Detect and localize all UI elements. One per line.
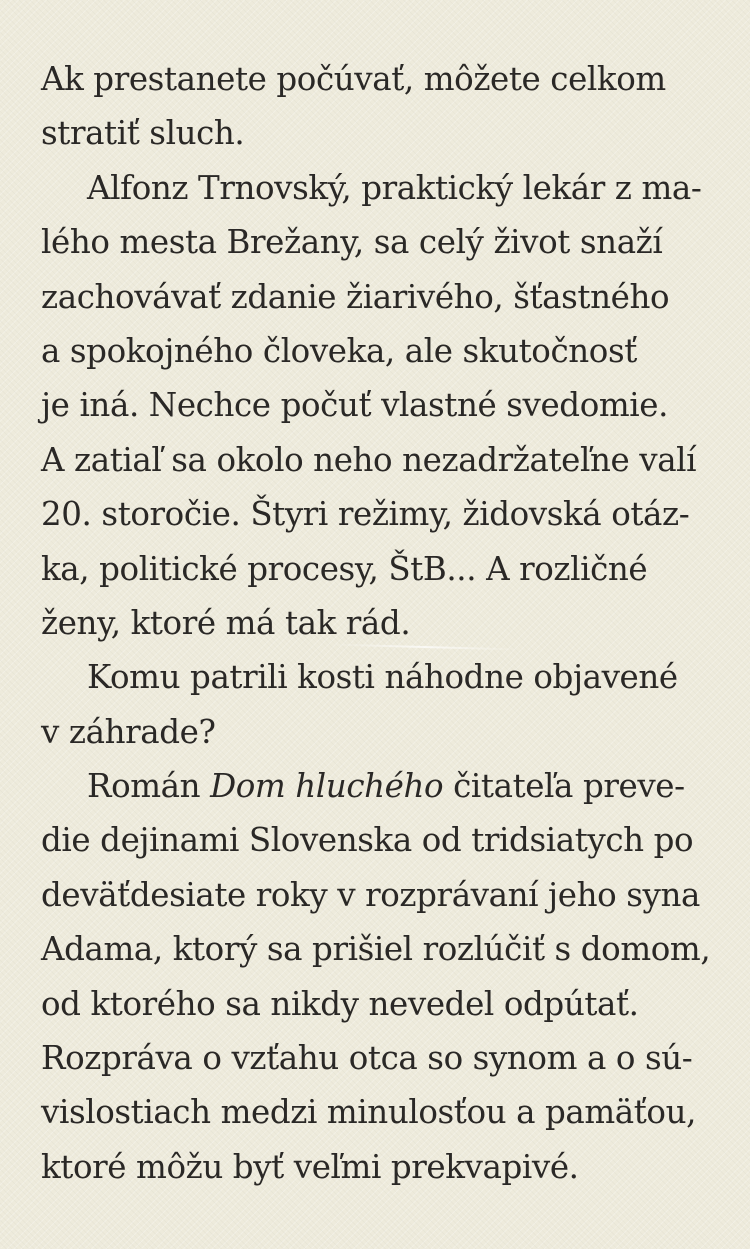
text-line: 20. storočie. Štyri režimy, židovská otáz- [41,495,690,534]
text-line: stratiť sluch. [41,114,245,153]
text-line: ktoré môžu byť veľmi prekvapivé. [41,1147,579,1186]
text-run: čitateľa preve- [443,767,685,806]
text-line: Rozpráva o vzťahu otca so synom a o sú- [41,1039,693,1078]
book-blurb [41,52,731,1194]
text-line: Adama, ktorý sa prišiel rozlúčiť s domom, [41,930,711,969]
book-title: Dom hluchého [210,767,444,806]
text-line: ženy, ktoré má tak rád. [41,603,411,642]
text-line: Ak prestanete počúvať, môžete celkom [41,60,666,98]
text-line: od ktorého sa nikdy nevedel odpútať. [41,984,639,1023]
text-line: je iná. Nechce počuť vlastné svedomie. [41,386,669,425]
text-line: A zatiaľ sa okolo neho nezadržateľne valí [41,440,697,479]
text-line: deväťdesiate roky v rozprávaní jeho syna [41,875,700,914]
text-run: Román [87,767,211,806]
text-line: die dejinami Slovenska od tridsiatych po [41,821,694,860]
text-line: Komu patrili kosti náhodne objavené [87,658,678,697]
text-line [41,759,731,813]
text-line: a spokojného človeka, ale skutočnosť [41,331,637,370]
text-line: Alfonz Trnovský, praktický lekár z ma- [87,168,702,207]
text-line: vislostiach medzi minulosťou a pamäťou, [41,1093,697,1132]
text-line: zachovávať zdanie žiarivého, šťastného [41,277,670,316]
text-line: v záhrade? [41,712,216,751]
text-line: ka, politické procesy, ŠtB... A rozličné [41,549,648,588]
text-line: lého mesta Brežany, sa celý život snaží [41,223,663,262]
